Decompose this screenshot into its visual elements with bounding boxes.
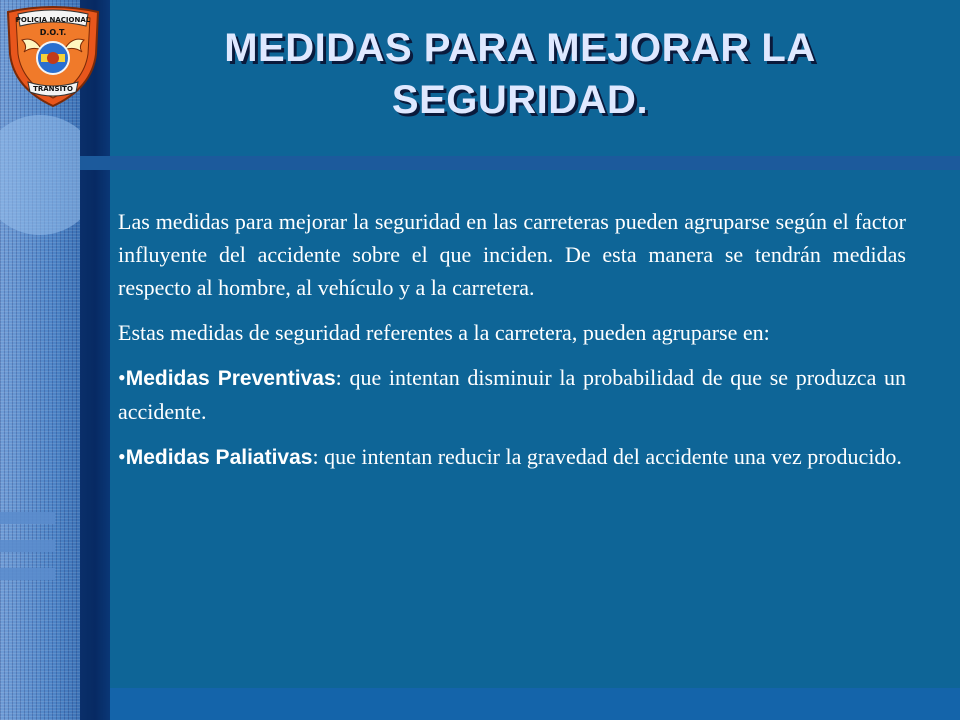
bullet-marker: • [118,365,126,390]
bullet-text: : que intentan disminuir la probabilidad de que se produzca un accidente. [118,365,907,424]
slide-title: MEDIDAS PARA MEJORAR LA SEGURIDAD. [224,26,816,122]
bullet-item [118,361,906,428]
logo-bottom-text: TRANSITO [33,85,73,93]
bullet-label: Medidas Preventivas [125,367,336,390]
bullet-item [118,440,906,474]
decorative-bar [0,540,55,552]
decorative-bar [0,568,55,580]
slide-body [118,205,906,486]
bottom-band [110,688,960,720]
bullet-text: : que intentan reducir la gravedad del accidente una vez producido. [312,444,902,469]
bullet-marker: • [118,444,126,469]
logo-top-text: POLICIA NACIONAL [15,16,91,24]
decorative-bar [0,512,55,524]
paragraph-groups: Estas medidas de seguridad referentes a la carretera, pueden agruparse en: [118,320,770,345]
logo-mid-text: D.O.T. [39,28,67,37]
police-badge-icon [2,2,104,110]
title-underline [80,156,960,170]
paragraph-intro: Las medidas para mejorar la seguridad en las carreteras pueden agruparse según el factor influyente del accidente sobre el que inciden. De esta manera se tendrán medidas respecto al hombre, al vehículo y a la carretera. [118,209,906,300]
bullet-label: Medidas Paliativas [125,446,313,469]
